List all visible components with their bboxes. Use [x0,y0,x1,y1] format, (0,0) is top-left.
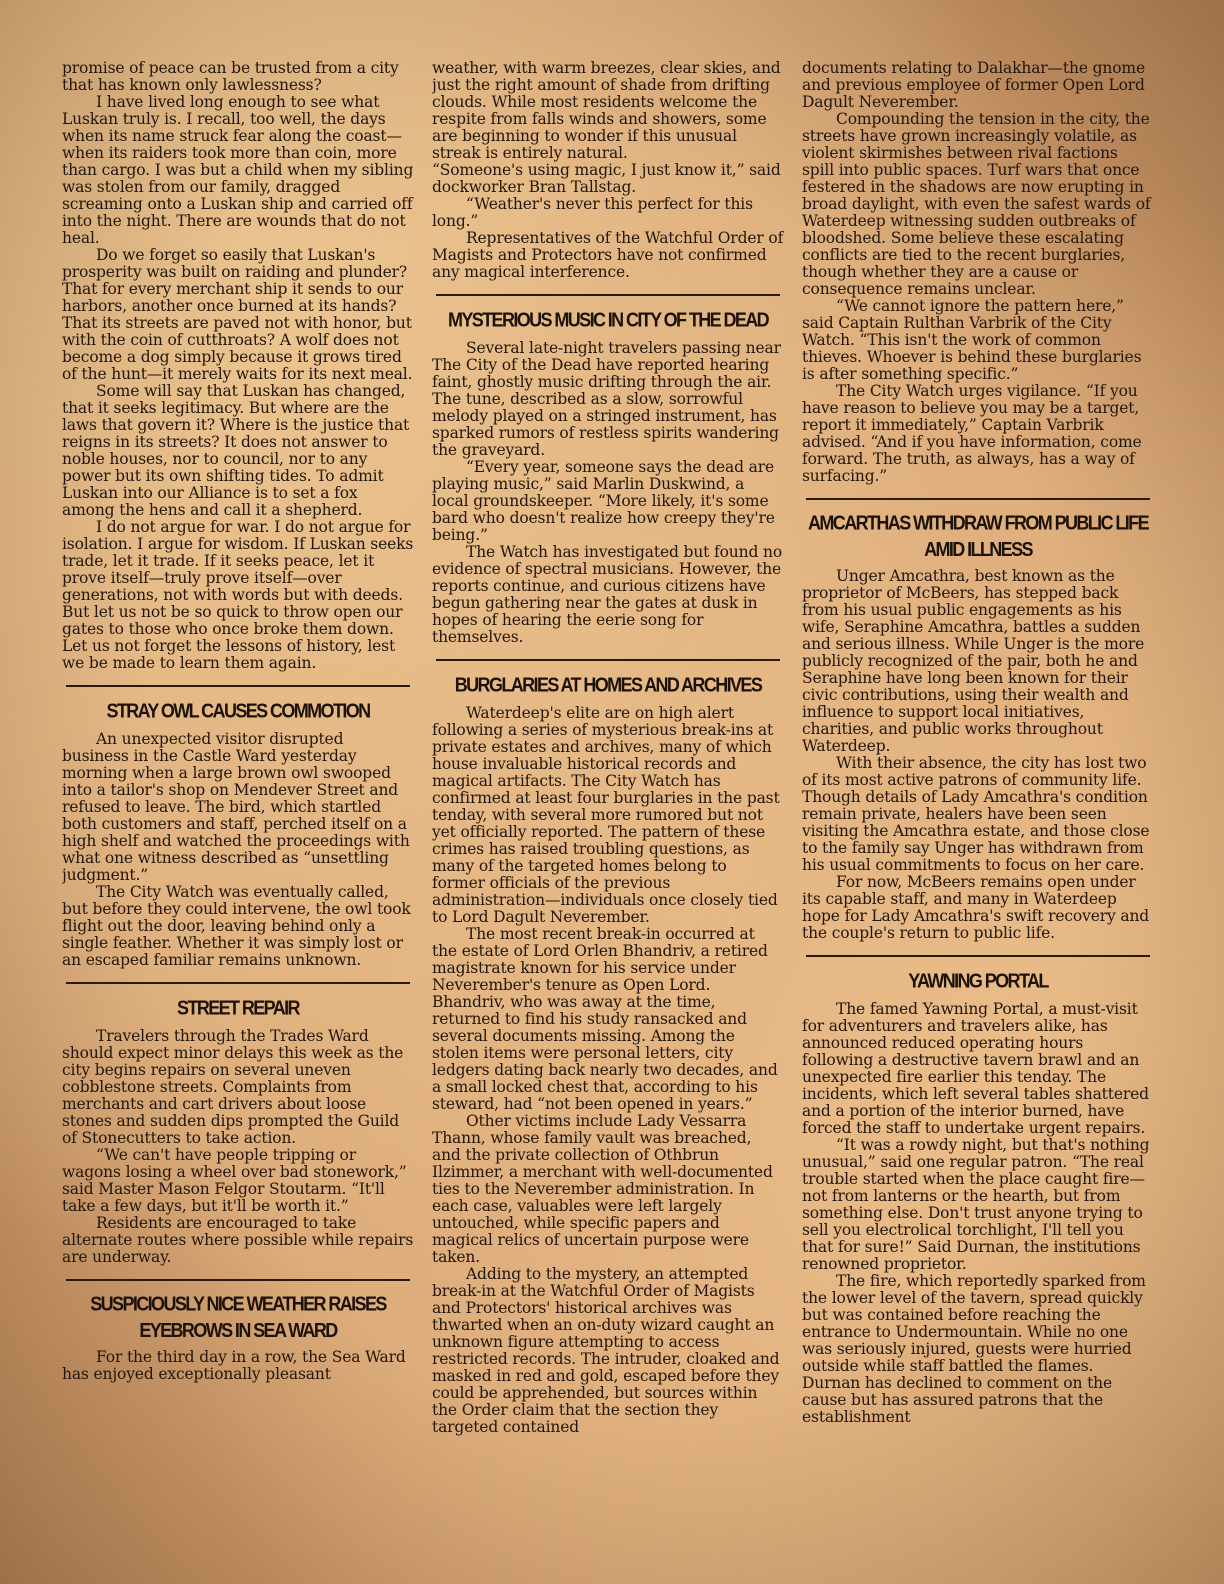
section-divider [436,659,780,661]
article-paragraph: Several late-night travelers passing near The City of the Dead have reported hearing faint, ghostly music drifting through the air. The tune, described as a slow, sorrowful melody played on a stringed instrument, has sparked rumors of restless spirits wandering the graveyard. [432,339,781,459]
section-divider [806,955,1150,957]
article-paragraph: For the third day in a row, the Sea Ward has enjoyed exceptionally pleasant [62,1348,406,1383]
article-headline: YAWNING PORTAL [908,969,1048,993]
column-2 [432,60,784,1550]
article-paragraph: I have lived long enough to see what Luskan truly is. I recall, too well, the days when its name struck fear along the coast—when its raiders took more than coin, more than cargo. I was but a child when my sibling was stolen from our family, dragged screaming onto a Luskan ship and carried off into the night. There are wounds that do not heal. [62,93,414,247]
article-headline: BURGLARIES AT HOMES AND ARCHIVES [454,673,762,697]
section-divider [66,1279,410,1281]
article-paragraph: promise of peace can be trusted from a city that has known only lawlessness? [62,60,399,94]
article-paragraph: The most recent break-in occurred at the estate of Lord Orlen Bhandriv, a retired magistrate known for his service under Neverember's tenure as Open Lord. Bhandriv, who was away at the time, returned to find his study ransacked and several documents missing. Among the stolen items were personal letters, city ledgers dating back nearly two decades, and a small locked chest that, according to his steward, had “not been opened in years.” [432,925,778,1113]
article-paragraph: The City Watch was eventually called, but before they could intervene, the owl took flight out the door, leaving behind only a single feather. Whether it was simply lost or an escaped familiar remains unknown. [62,883,411,969]
article-paragraph: Unger Amcathra, best known as the proprietor of McBeers, has stepped back from his usual public engagements as his wife, Seraphine Amcathra, battles a sudden and serious illness. While Unger is the more publicly recognized of the pair, both he and Seraphine have long been known for their civic contributions, using their wealth and influence to support local initiatives, charities, and public works throughout Waterdeep. [802,567,1145,755]
newspaper-page [62,60,1162,1550]
article-paragraph: “Someone's using magic, I just know it,” said dockworker Bran Tallstag. [432,161,781,196]
article-paragraph: documents relating to Dalakhar—the gnome and previous employee of former Open Lord Dagult Neverember. [802,60,1145,111]
article-paragraph: Other victims include Lady Vessarra Thann, whose family vault was breached, and the private collection of Othbrun Ilzimmer, a merchant with well-documented ties to the Neverember administration. In each case, valuables were left largely untouched, while specific papers and magical relics of uncertain purpose were taken. [432,1112,773,1266]
article-paragraph: The famed Yawning Portal, a must-visit for adventurers and travelers alike, has announced reduced operating hours following a destructive tavern brawl and an unexpected fire earlier this tenday. The incidents, which left several tables shattered and a portion of the interior burned, have forced the staff to undertake urgent repairs. [802,1000,1149,1137]
column-3 [802,60,1154,1550]
article-paragraph: The City Watch urges vigilance. “If you have reason to believe you may be a target, report it immediately,” Captain Varbrik advised. “And if you have information, come forward. The truth, as always, has a way of surfacing.” [802,382,1142,485]
article-headline: STREET REPAIR [177,996,299,1020]
article-paragraph: Travelers through the Trades Ward should expect minor delays this week as the city begins repairs on several uneven cobblestone streets. Complaints from merchants and cart drivers about loose stones and sudden dips prompted the Guild of Stonecutters to take action. [62,1027,404,1147]
article-paragraph: Compounding the tension in the city, the streets have grown increasingly volatile, as violent skirmishes between rival factions spill into public spaces. Turf wars that once festered in the shadows are now erupting in broad daylight, with even the safest wards of Waterdeep witnessing sudden outbreaks of bloodshed. Some believe these escalating conflicts are tied to the recent burglaries, though whether they are a cause or consequence remains unclear. [802,110,1151,298]
article-paragraph: With their absence, the city has lost two of its most active patrons of community life. Though details of Lady Amcathra's condition remain private, healers have been seen visiting the Amcathra estate, and those close to the family say Unger has withdrawn from his usual commitments to focus on her care. [802,754,1150,874]
article-paragraph: The fire, which reportedly sparked from the lower level of the tavern, spread quickly but was contained before reaching the entrance to Undermountain. While no one was seriously injured, guests were hurried outside while staff battled the flames. Durnan has declined to comment on the cause but has assured patrons that the establishment [802,1272,1146,1426]
section-divider [66,982,410,984]
article-headline: AMCARTHAS WITHDRAW FROM PUBLIC LIFE AMID ILLNESS [808,511,1148,561]
article-paragraph: Waterdeep's elite are on high alert following a series of mysterious break-ins at private estates and archives, many of which house invaluable historical records and magical artifacts. The City Watch has confirmed at least four burglaries in the past tenday, with several more rumored but not yet officially reported. The pattern of these crimes has raised troubling questions, as many of the targeted homes belong to former officials of the previous administration—individuals once closely tied to Lord Dagult Neverember. [432,704,780,926]
article-paragraph: “We can't have people tripping or wagons losing a wheel over bad stonework,” said Master Mason Felgor Stoutarm. “It'll take a few days, but it'll be worth it.” [62,1146,407,1215]
article-paragraph: “We cannot ignore the pattern here,” said Captain Rulthan Varbrik of the City Watch. “This isn't the work of common thieves. Whoever is behind these burglaries is after something specific.” [802,297,1142,383]
article-headline: SUSPICIOUSLY NICE WEATHER RAISES EYEBROWS IN SEA WARD [90,1292,386,1342]
article-paragraph: “Weather's never this perfect for this long.” [432,195,753,230]
article-paragraph: Adding to the mystery, an attempted break-in at the Watchful Order of Magists and Protectors' historical archives was thwarted when an on-duty wizard caught an unknown figure attempting to access restricted records. The intruder, cloaked and masked in red and gold, escaped before they could be apprehended, but sources within the Order claim that the section they targeted contained [432,1265,780,1436]
article-paragraph: I do not argue for war. I do not argue for isolation. I argue for wisdom. If Luskan seeks trade, let it trade. If it seeks peace, let it prove itself—truly prove itself—over generations, not with words but with deeds. But let us not be so quick to throw open our gates to those who once broke them down. Let us not forget the lessons of history, lest we be made to learn them again. [62,518,414,672]
section-divider [66,685,410,687]
article-paragraph: weather, with warm breezes, clear skies, and just the right amount of shade from drifting clouds. While most residents welcome the respite from falls winds and showers, some are beginning to wonder if this unusual streak is entirely natural. [432,60,781,162]
section-divider [436,294,780,296]
article-paragraph: The Watch has investigated but found no evidence of spectral musicians. However, the reports continue, and curious citizens have begun gathering near the gates at dusk in hopes of hearing the eerie song for themselves. [432,543,783,646]
article-paragraph: Do we forget so easily that Luskan's prosperity was built on raiding and plunder? That for every merchant ship it sends to our harbors, another once burned at its hands? That its streets are paved not with honor, but with the coin of cutthroats? A wolf does not become a dog simply because it grows tired of the hunt—it merely waits for its next meal. [62,246,413,383]
column-1 [62,60,414,1550]
article-paragraph: “It was a rowdy night, but that's nothing unusual,” said one regular patron. “The real trouble started when the place caught fire—not from lanterns or the hearth, but from something else. Don't trust anyone trying to sell you electrolical torchlight, I'll tell you that for sure!” Said Durnan, the institutions renowned proprietor. [802,1136,1150,1273]
article-headline: STRAY OWL CAUSES COMMOTION [106,699,370,723]
section-divider [806,498,1150,500]
article-headline: MYSTERIOUS MUSIC IN CITY OF THE DEAD [447,308,769,332]
article-paragraph: For now, McBeers remains open under its capable staff, and many in Waterdeep hope for Lady Amcathra's swift recovery and the couple's return to public life. [802,873,1150,942]
article-paragraph: An unexpected visitor disrupted business in the Castle Ward yesterday morning when a large brown owl swooped into a tailor's shop on Mendever Street and refused to leave. The bird, which startled both customers and staff, perched itself on a high shelf and watched the proceedings with what one witness described as “unsettling judgment.” [62,730,410,884]
article-paragraph: Residents are encouraged to take alternate routes where possible while repairs are underway. [62,1214,414,1266]
article-paragraph: Representatives of the Watchful Order of Magists and Protectors have not confirmed any magical interference. [432,229,784,281]
article-paragraph: Some will say that Luskan has changed, that it seeks legitimacy. But where are the laws that govern it? Where is the justice that reigns in its streets? It does not answer to noble houses, nor to council, nor to any power but its own shifting tides. To admit Luskan into our Alliance is to set a fox among the hens and call it a shepherd. [62,382,410,519]
article-paragraph: “Every year, someone says the dead are playing music,” said Marlin Duskwind, a local groundskeeper. “More likely, it's some bard who doesn't realize how creepy they're being.” [432,458,775,544]
